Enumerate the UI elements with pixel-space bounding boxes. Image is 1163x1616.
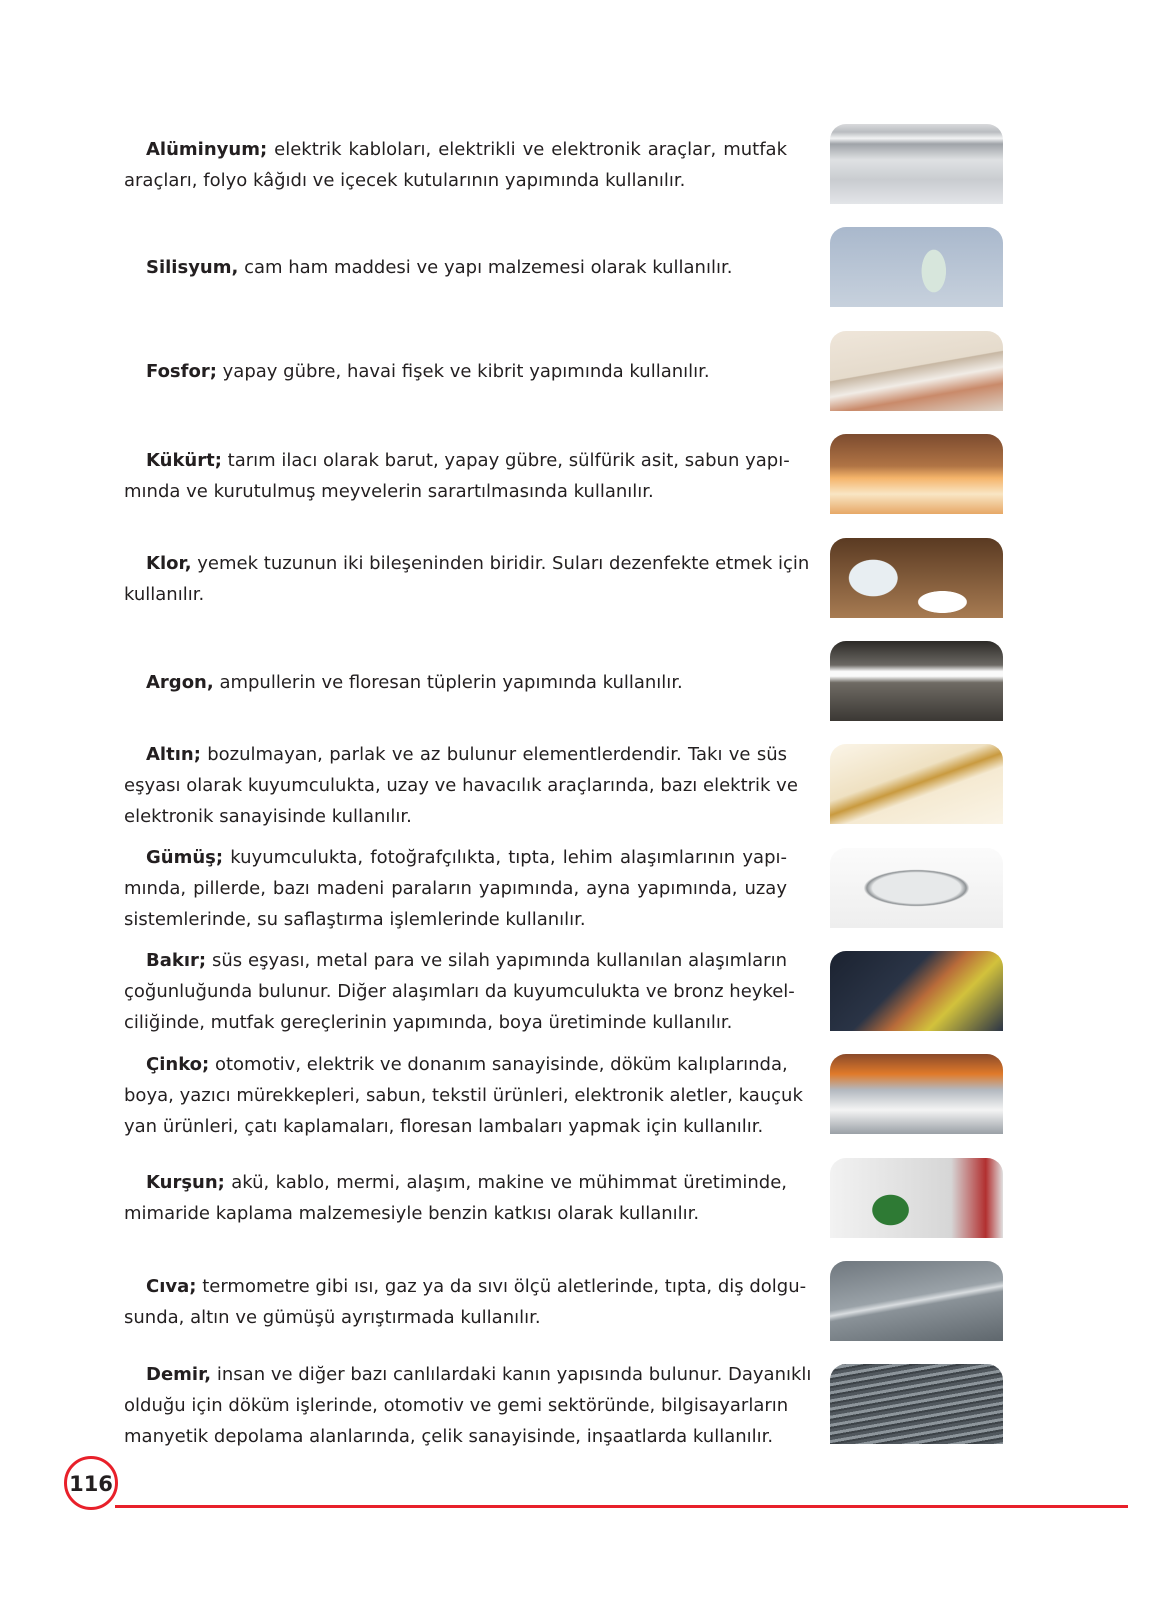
element-term: Alüminyum; <box>146 139 268 160</box>
element-description: otomotiv, elektrik ve donanım sanayisinde, döküm kalıplarında, <box>209 1054 788 1075</box>
copper-wires-image <box>830 951 1003 1031</box>
paragraph-line <box>124 842 787 873</box>
paragraph-line <box>124 1271 807 1302</box>
element-term: Cıva; <box>146 1276 197 1297</box>
element-paragraph <box>124 667 787 698</box>
paragraph-line <box>124 945 787 976</box>
element-description: ampullerin ve floresan tüplerin yapımında kullanılır. <box>213 672 683 693</box>
soap-bars-image <box>830 434 1003 514</box>
element-description: bozulmayan, parlak ve az bulunur elementlerdendir. Takı ve süs <box>200 744 787 765</box>
paragraph-line: araçları, folyo kâğıdı ve içecek kutularının yapımında kullanılır. <box>124 170 686 191</box>
paragraph-line: sistemlerinde, su saflaştırma işlemlerinde kullanılır. <box>124 909 586 930</box>
element-term: Kükürt; <box>146 450 222 471</box>
paragraph-line: boya, yazıcı mürekkepleri, sabun, tekstil ürünleri, elektronik aletler, kauçuk <box>124 1085 803 1106</box>
paragraph-line <box>124 1049 787 1080</box>
iron-rebar-image <box>830 1364 1003 1444</box>
matches-image <box>830 331 1003 411</box>
element-term: Fosfor; <box>146 361 217 382</box>
paragraph-line: kullanılır. <box>124 584 205 605</box>
element-term: Argon, <box>146 672 214 693</box>
element-paragraph <box>124 739 798 832</box>
element-paragraph <box>124 1167 787 1229</box>
fuel-pump-image <box>830 1158 1003 1238</box>
element-description: termometre gibi ısı, gaz ya da sıvı ölçü aletlerinde, tıpta, diş dolgu- <box>196 1276 807 1297</box>
element-description: süs eşyası, metal para ve silah yapımında kullanılan alaşımların <box>206 950 787 971</box>
element-description: yemek tuzunun iki bileşeninden biridir. Suları dezenfekte etmek için <box>191 553 810 574</box>
element-description: kuyumculukta, fotoğrafçılıkta, tıpta, lehim alaşımlarının yapı- <box>223 847 787 868</box>
paragraph-line <box>124 252 787 283</box>
element-paragraph <box>124 548 810 610</box>
element-description: cam ham maddesi ve yapı malzemesi olarak kullanılır. <box>238 257 733 278</box>
fluorescent-lamp-image <box>830 641 1003 721</box>
element-paragraph <box>124 945 795 1038</box>
paragraph-line: yan ürünleri, çatı kaplamaları, floresan lambaları yapmak için kullanılır. <box>124 1116 764 1137</box>
paragraph-line: çoğunluğunda bulunur. Diğer alaşımları da kuyumculukta ve bronz heykel- <box>124 981 795 1002</box>
element-term: Çinko; <box>146 1054 210 1075</box>
paragraph-line: mında ve kurutulmuş meyvelerin sarartılmasında kullanılır. <box>124 481 654 502</box>
paragraph-line <box>124 445 790 476</box>
element-paragraph <box>124 842 787 935</box>
element-description: elektrik kabloları, elektrikli ve elektronik araçlar, mutfak <box>267 139 787 160</box>
paragraph-line: olduğu için döküm işlerinde, otomotiv ve gemi sektöründe, bilgisayarların <box>124 1395 789 1416</box>
element-term: Silisyum, <box>146 257 239 278</box>
element-paragraph <box>124 134 787 196</box>
paragraph-line: eşyası olarak kuyumculukta, uzay ve havacılık araçlarında, bazı elektrik ve <box>124 775 798 796</box>
element-term: Kurşun; <box>146 1172 225 1193</box>
gold-chain-image <box>830 744 1003 824</box>
element-term: Altın; <box>146 744 201 765</box>
paragraph-line <box>124 1359 812 1390</box>
paragraph-line <box>124 739 787 770</box>
silver-tray-image <box>830 848 1003 928</box>
paragraph-line: sunda, altın ve gümüşü ayrıştırmada kullanılır. <box>124 1307 541 1328</box>
element-paragraph <box>124 1271 807 1333</box>
element-paragraph <box>124 356 787 387</box>
paragraph-line: mında, pillerde, bazı madeni paraların yapımında, ayna yapımında, uzay <box>124 878 787 899</box>
element-paragraph <box>124 252 787 283</box>
paragraph-line <box>124 548 810 579</box>
paragraph-line: manyetik depolama alanlarında, çelik sanayisinde, inşaatlarda kullanılır. <box>124 1426 774 1447</box>
element-term: Demir, <box>146 1364 212 1385</box>
element-term: Bakır; <box>146 950 207 971</box>
salt-shaker-image <box>830 538 1003 618</box>
element-term: Gümüş; <box>146 847 224 868</box>
paragraph-line <box>124 1167 787 1198</box>
glass-bottle-image <box>830 227 1003 307</box>
paragraph-line <box>124 134 787 165</box>
car-factory-image <box>830 1054 1003 1134</box>
paragraph-line: elektronik sanayisinde kullanılır. <box>124 806 412 827</box>
page-number: 116 <box>64 1456 118 1510</box>
element-description: akü, kablo, mermi, alaşım, makine ve mühimmat üretiminde, <box>224 1172 787 1193</box>
paragraph-line <box>124 667 787 698</box>
thermometer-image <box>830 1261 1003 1341</box>
paragraph-line <box>124 356 787 387</box>
element-term: Klor, <box>146 553 192 574</box>
paragraph-line: mimaride kaplama malzemesiyle benzin katkısı olarak kullanılır. <box>124 1203 700 1224</box>
element-paragraph <box>124 1049 803 1142</box>
element-paragraph <box>124 445 790 507</box>
element-description: tarım ilacı olarak barut, yapay gübre, sülfürik asit, sabun yapı- <box>221 450 790 471</box>
footer-rule <box>115 1505 1128 1508</box>
element-description: insan ve diğer bazı canlılardaki kanın yapısında bulunur. Dayanıklı <box>211 1364 812 1385</box>
element-description: yapay gübre, havai fişek ve kibrit yapımında kullanılır. <box>216 361 710 382</box>
paragraph-line: ciliğinde, mutfak gereçlerinin yapımında, boya üretiminde kullanılır. <box>124 1012 733 1033</box>
element-paragraph <box>124 1359 812 1452</box>
aluminum-foil-image <box>830 124 1003 204</box>
